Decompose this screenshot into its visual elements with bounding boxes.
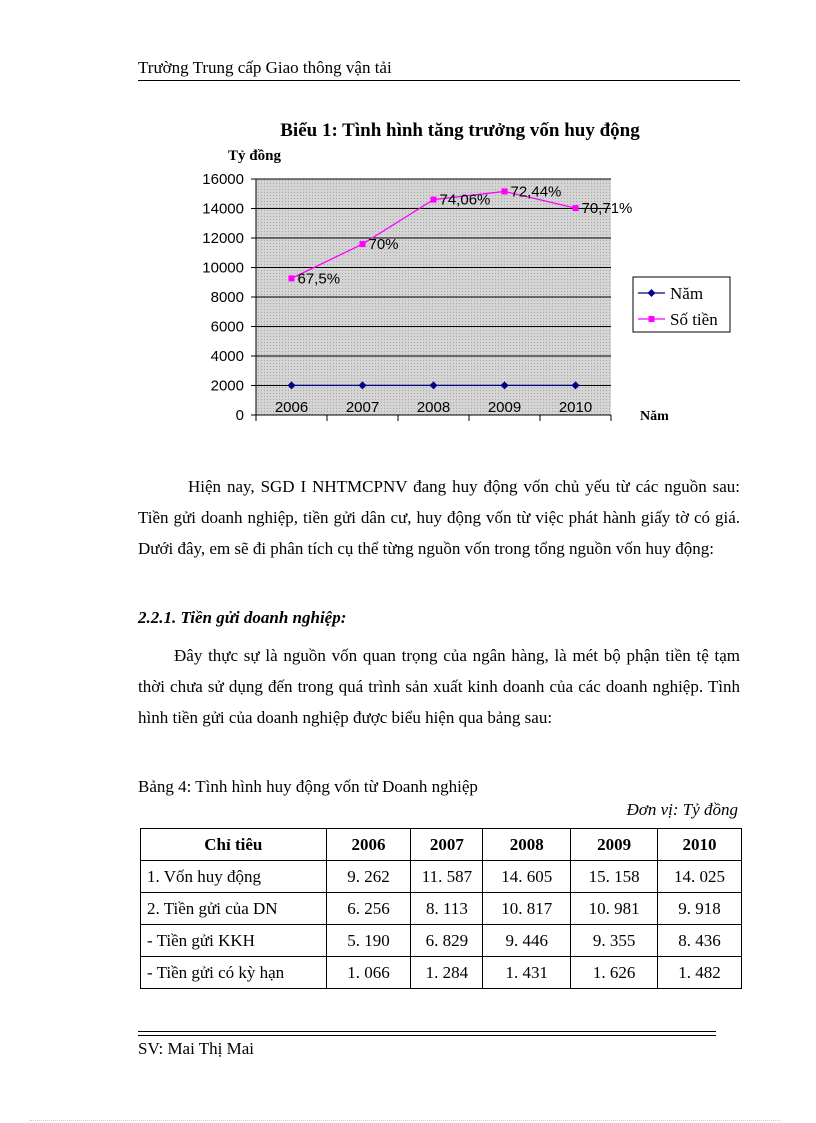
table-caption: Bảng 4: Tình hình huy động vốn từ Doanh nghiệp [138,777,478,796]
table-cell: 1. 066 [326,957,411,989]
chart-y-tick-label: 6000 [210,318,244,336]
table-header-cell: 2009 [571,829,658,861]
chart-point [502,188,508,194]
table-cell: 1. 431 [483,957,571,989]
chart-y-tick-label: 12000 [202,230,244,247]
chart-y-tick-label: 4000 [210,348,244,365]
table-header-row [141,829,742,861]
table-cell: 15. 158 [571,861,658,893]
table-cell: 9. 355 [571,925,658,957]
table-cell: 11. 587 [411,861,483,893]
page-bottom-edge [30,1120,780,1121]
capital-table [140,828,742,989]
chart-x-tick-label: 2008 [416,399,451,416]
table-header-cell: 2007 [411,829,483,861]
chart-point [573,205,579,211]
table-cell: 1. 482 [658,957,742,989]
table-cell: - Tiền gửi có kỳ hạn [141,957,327,989]
chart-legend [633,277,730,332]
chart-x-tick-label: 2009 [487,399,522,416]
table-cell: 1. 284 [411,957,483,989]
table-cell: 8. 436 [658,925,742,957]
table-row [141,861,742,893]
chart-data-label: 70,71% [581,200,633,218]
footer-divider [138,1031,716,1032]
chart-title: Biểu 1: Tình hình tăng trưởng vốn huy động [280,120,640,141]
table-header-cell: Chỉ tiêu [141,829,327,861]
table-cell: 2. Tiền gửi của DN [141,893,327,925]
growth-chart [0,0,816,440]
table-row [141,893,742,925]
table-cell: 8. 113 [411,893,483,925]
page-header: Trường Trung cấp Giao thông vận tải [138,58,392,77]
footer-divider [138,1035,716,1036]
chart-x-tick-label: 2007 [345,399,380,416]
chart-data-label: 67,5% [297,270,341,288]
chart-x-tick-label: 2006 [274,399,309,416]
table-cell: 1. 626 [571,957,658,989]
table-row [141,957,742,989]
chart-data-label: 72,44% [510,183,562,201]
table-cell: 6. 829 [411,925,483,957]
table-header-cell: 2006 [326,829,411,861]
chart-x-axis-label: Năm [640,409,669,424]
unit-note: Đơn vị: Tỷ đồng [626,800,738,819]
chart-y-tick-label: 0 [235,407,244,424]
chart-y-tick-label: 16000 [202,171,244,188]
section-heading: 2.2.1. Tiền gửi doanh nghiệp: [138,608,347,627]
table-cell: 9. 262 [326,861,411,893]
table-cell: 5. 190 [326,925,411,957]
chart-point [289,275,295,281]
table-cell: 14. 605 [483,861,571,893]
table-row [141,925,742,957]
intro-paragraph: Hiện nay, SGD I NHTMCPNV đang huy động vốn chủ yếu từ các nguồn sau: Tiền gửi doanh nghiệp, tiền gửi dân cư, huy động vốn từ việc phát hành giấy tờ có giá. Dưới đây, em sẽ đi phân tích cụ thể từng nguồn vốn trong tổng nguồn vốn huy động: [138,477,740,558]
chart-y-tick-label: 2000 [210,377,244,395]
chart-legend-label: Số tiền [670,310,718,329]
table-cell: 14. 025 [658,861,742,893]
table-header-cell: 2008 [483,829,571,861]
table-cell: 6. 256 [326,893,411,925]
chart-point [431,197,437,203]
section-paragraph: Đây thực sự là nguồn vốn quan trọng của ngân hàng, là mét bộ phận tiền tệ tạm thời chưa sử dụng đến trong quá trình sản xuất kinh doanh của các doanh nghiệp. Tình hình tiền gửi của doanh nghiệp được biểu hiện qua bảng sau: [138,646,740,727]
chart-y-tick-label: 14000 [202,200,244,218]
chart-data-label: 74,06% [439,191,491,209]
chart-data-label: 70% [368,236,399,254]
table-cell: 10. 817 [483,893,571,925]
table-cell: - Tiền gửi KKH [141,925,327,957]
table-cell: 1. Vốn huy động [141,861,327,893]
chart-legend-label: Năm [670,284,704,303]
page-footer: SV: Mai Thị Mai [138,1039,255,1058]
chart-y-axis-label: Tỷ đồng [228,148,281,164]
chart-point [360,241,366,247]
table-cell: 9. 446 [483,925,571,957]
chart-legend-marker [649,316,655,322]
chart-y-tick-label: 10000 [202,259,244,277]
chart-y-tick-label: 8000 [210,289,244,306]
table-cell: 10. 981 [571,893,658,925]
table-cell: 9. 918 [658,893,742,925]
table-header-cell: 2010 [658,829,742,861]
chart-x-tick-label: 2010 [558,399,593,416]
